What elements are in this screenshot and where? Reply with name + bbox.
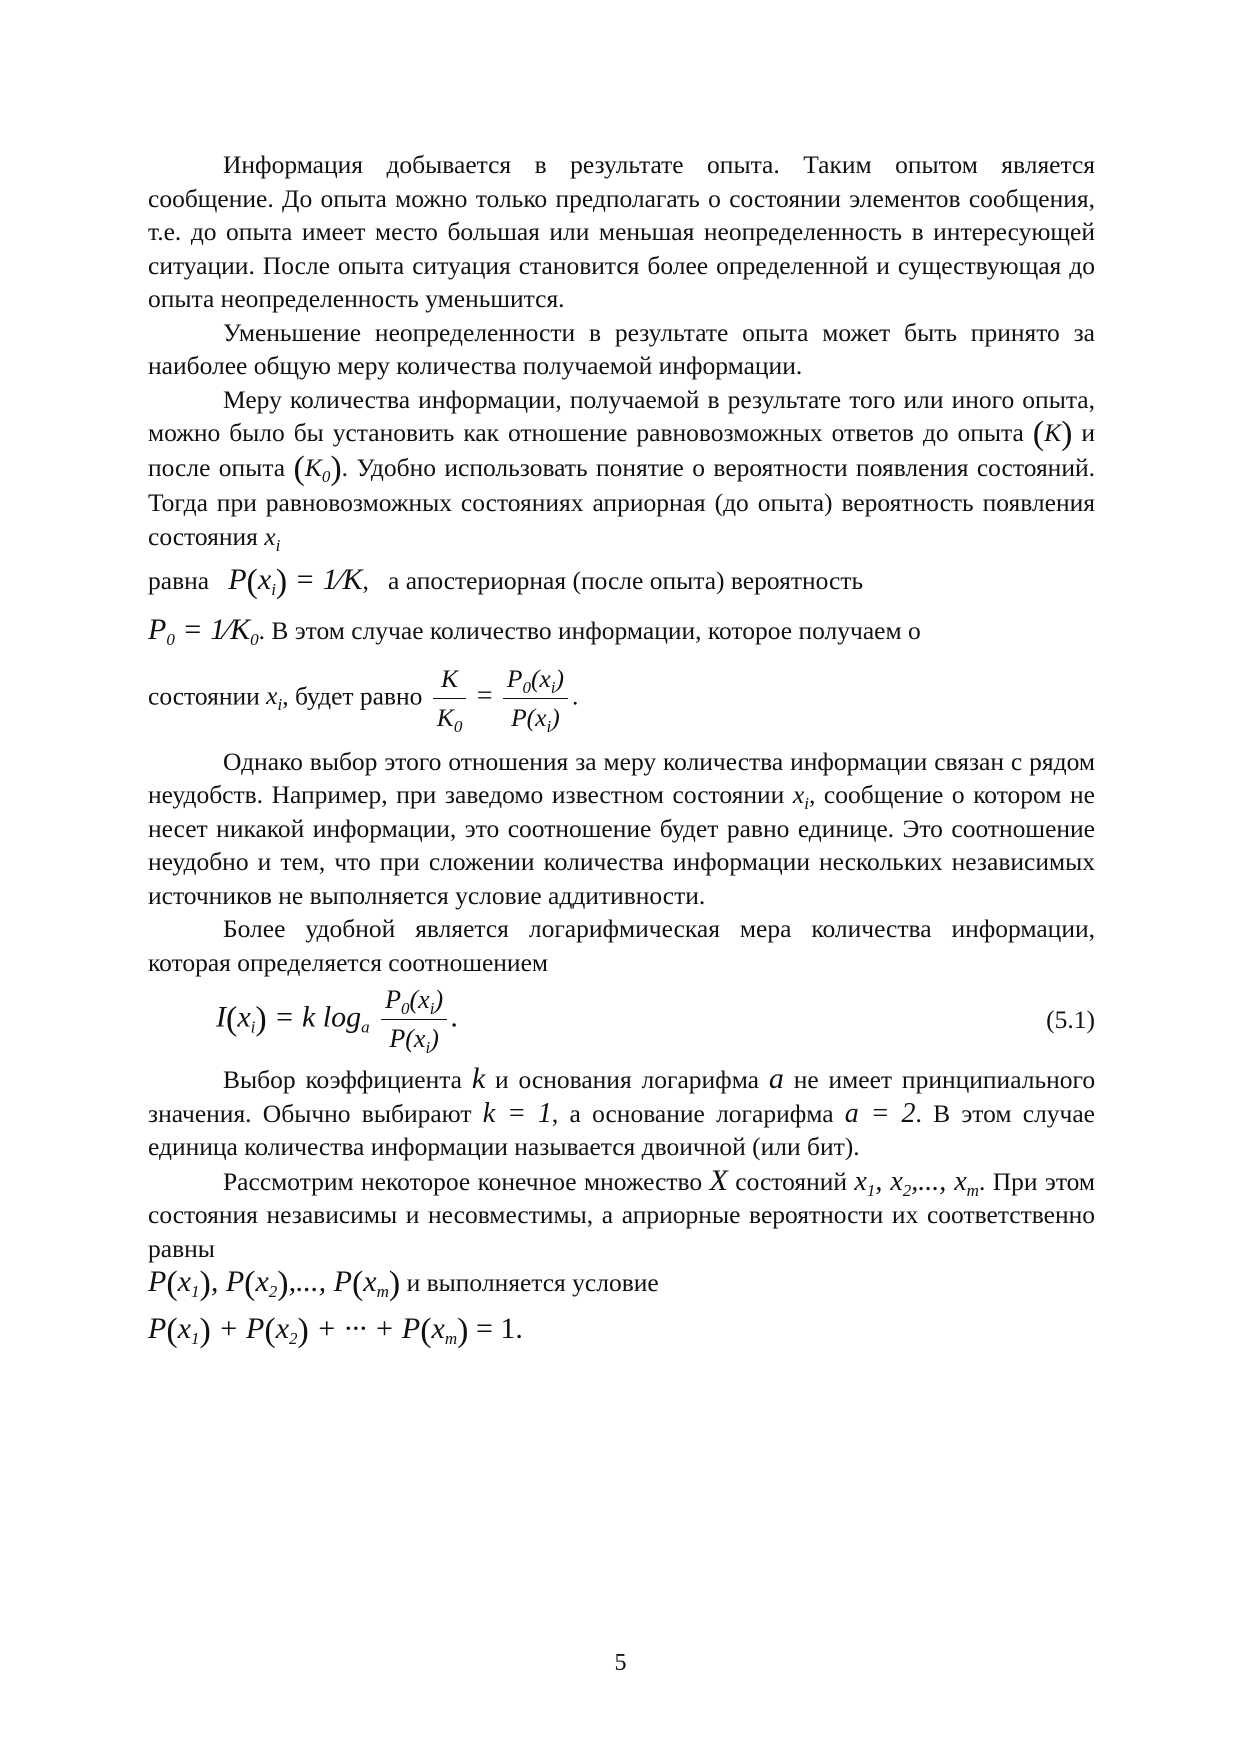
formula-probabilities-list: $P(x_1)$, $P(x_2)$,..., $P(x_m)$	[148, 1265, 401, 1302]
paragraph-2: Уменьшение неопределенности в результате опыта может быть принято за наиболее общую меру количества получаемой информации.	[148, 317, 1095, 380]
paragraph-3: Меру количества информации, получаемой в результате того или иного опыта, можно было бы установить как отношение равновозможных ответов до опыта (K) и после опыта $(K_0)$. Удобно использовать понятие о вероятности появления состояний. Тогда при равновозможных состояниях априорная (до опыта) вероятность появления состояния $x_i$	[148, 384, 1095, 555]
formula-ratio-K: $\frac{K}{K_0}$	[433, 662, 467, 735]
paragraph-7-cont: $P(x_1)$, $P(x_2)$,..., $P(x_m)$ и выполняется условие	[148, 1265, 659, 1302]
formula-ratio-P: $\frac{P_0(x_i)}{P(x_i)}$	[503, 662, 568, 735]
paragraph-3-cont-2: $P_0$ = $1⁄K_0$. В этом случае количество информации, которое получаем о	[148, 613, 921, 649]
formula-prior-probability: $P(x_i)$ = 1⁄K	[228, 563, 363, 600]
formula-information-measure: $I(x_i) = k$ $\log_a$ $\frac{P_0(x_i)}{P(x_i)}$ .	[216, 985, 459, 1057]
paragraph-1: Информация добывается в результате опыта. Таким опытом является сообщение. До опыта можно только предполагать о состоянии элементов сообщения, т.е. до опыта имеет место большая или меньшая неопределенность в интересующей ситуации. После опыта ситуация становится более определенной и существующая до опыта неопределенность уменьшится.	[148, 150, 1095, 313]
paragraph-3-cont: равна $P(x_i)$ = 1⁄K, а апостериорная (после опыта) вероятность	[148, 563, 864, 600]
formula-K: (K)	[1032, 415, 1073, 452]
formula-xi: $x_i$	[264, 521, 281, 555]
equation-number: (5.1)	[1046, 1004, 1095, 1034]
equation-5-1	[148, 983, 1095, 1056]
formula-posterior-probability: $P_0$ = $1⁄K_0$	[148, 613, 259, 649]
formula-K0: $(K_0)$	[293, 450, 342, 487]
formula-normalization: $P(x_1) + P(x_2)$ + ··· + $P(x_m) = 1$.	[148, 1312, 523, 1349]
paragraph-6: Выбор коэффициента k и основания логарифма a не имеет принципиального значения. Обычно выбирают k = 1, а основание логарифма a = 2. В этом случае единица количества информации называется двоичной (или бит).	[148, 1062, 1096, 1161]
paragraph-5: Более удобной является логарифмическая мера количества информации, которая определяется соотношением	[148, 914, 1095, 977]
paragraph-4: Однако выбор этого отношения за меру количества информации связан с рядом неудобств. Например, при заведомо известном состоянии $x_i$, сообщение о котором не несет никакой информации, это соотношение будет равно единице. Это соотношение неудобно и тем, что при сложении количества информации нескольких независимых источников не выполняется условие аддитивности.	[148, 746, 1095, 910]
paragraph-3-cont-3: состоянии $x_i$, будет равно $\frac{K}{K_0}$ = $\frac{P_0(x_i)}{P(x_i)}$ .	[148, 663, 579, 736]
paragraph-7: Рассмотрим некоторое конечное множество X состояний $x_1$, $x_2$,..., $x_m$. При этом состояния независимы и несовместимы, а априорные вероятности их соответственно равны	[148, 1163, 1096, 1263]
page-body	[148, 148, 1095, 1351]
page-number: 5	[614, 1650, 627, 1676]
